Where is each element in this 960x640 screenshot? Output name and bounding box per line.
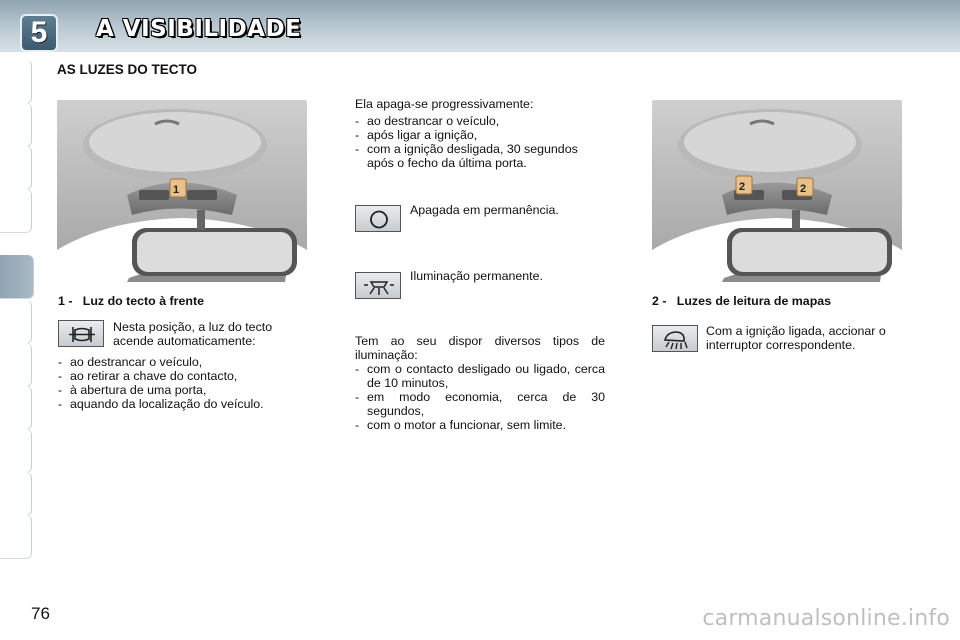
door-light-icon [59,321,105,348]
list-item: - em modo economia, cerca de 30 segundos, [355,390,605,418]
light-1-number: 1 - [58,294,73,308]
light-1-heading [58,294,204,308]
list-item: - com a ignição desligada, 30 segundos após o fecho da última porta. [355,142,605,170]
modes-intro: Tem ao seu dispor diversos tipos de iluminação: [355,334,605,362]
list-item: - ao retirar a chave do contacto, [58,369,318,383]
ceiling-light-photo [57,100,307,282]
chapter-tab[interactable] [0,60,32,104]
list-item: - à abertura de uma porta, [58,383,318,397]
chapter-tab[interactable] [0,343,32,387]
on-symbol [355,272,401,299]
light-2-heading [652,294,831,308]
list-item: - com o motor a funcionar, sem limite. [355,418,605,432]
fade-intro: Ela apaga-se progressivamente: [355,97,534,111]
reading-light-symbol [652,325,698,352]
chapter-tab[interactable] [0,472,32,516]
chapter-tab[interactable] [0,386,32,430]
on-label: Iluminação permanente. [410,269,543,283]
reading-lights-photo [652,100,902,282]
light-1-list [58,355,318,411]
list-item: - com o contacto desligado ou ligado, cerca de 10 minutos, [355,362,605,390]
list-item: - ao destrancar o veículo, [355,114,605,128]
off-symbol [355,205,401,232]
callout-1: 1 [173,184,180,196]
light-2-text: Com a ignição ligada, accionar o interruptor correspondente. [706,324,886,352]
callout-2-right: 2 [800,183,807,195]
watermark: carmanualsonline.info [702,606,950,631]
chapter-tab[interactable] [0,300,32,344]
section-title: AS LUZES DO TECTO [57,62,198,77]
page-number: 76 [31,604,50,623]
list-item: - aquando da localização do veículo. [58,397,318,411]
modes-list [355,362,605,432]
callout-2-left: 2 [739,181,746,193]
chapter-tab[interactable] [0,429,32,473]
list-item: - ao destrancar o veículo, [58,355,318,369]
circle-off-icon [356,206,402,233]
light-2-title: Luzes de leitura de mapas [676,294,832,308]
chapter-tabs [0,60,34,580]
chapter-tab[interactable] [0,146,32,190]
light-2-number: 2 - [652,294,667,308]
light-on-icon [356,273,402,300]
chapter-tab[interactable] [0,515,32,559]
chapter-tab[interactable] [0,103,32,147]
chapter-tab[interactable] [0,189,32,233]
list-item: - após ligar a ignição, [355,128,605,142]
off-label: Apagada em permanência. [410,203,559,217]
page-title: A VISIBILIDADE [96,16,302,42]
chapter-badge: 5 [20,14,58,52]
chapter-tab-active[interactable] [0,255,34,299]
light-1-title: Luz do tecto à frente [82,294,204,308]
header-band [0,0,960,52]
door-light-symbol [58,320,104,347]
reading-light-icon [653,326,699,353]
light-1-intro: Nesta posição, a luz do tecto acende automaticamente: [113,320,273,348]
fade-list [355,114,605,170]
